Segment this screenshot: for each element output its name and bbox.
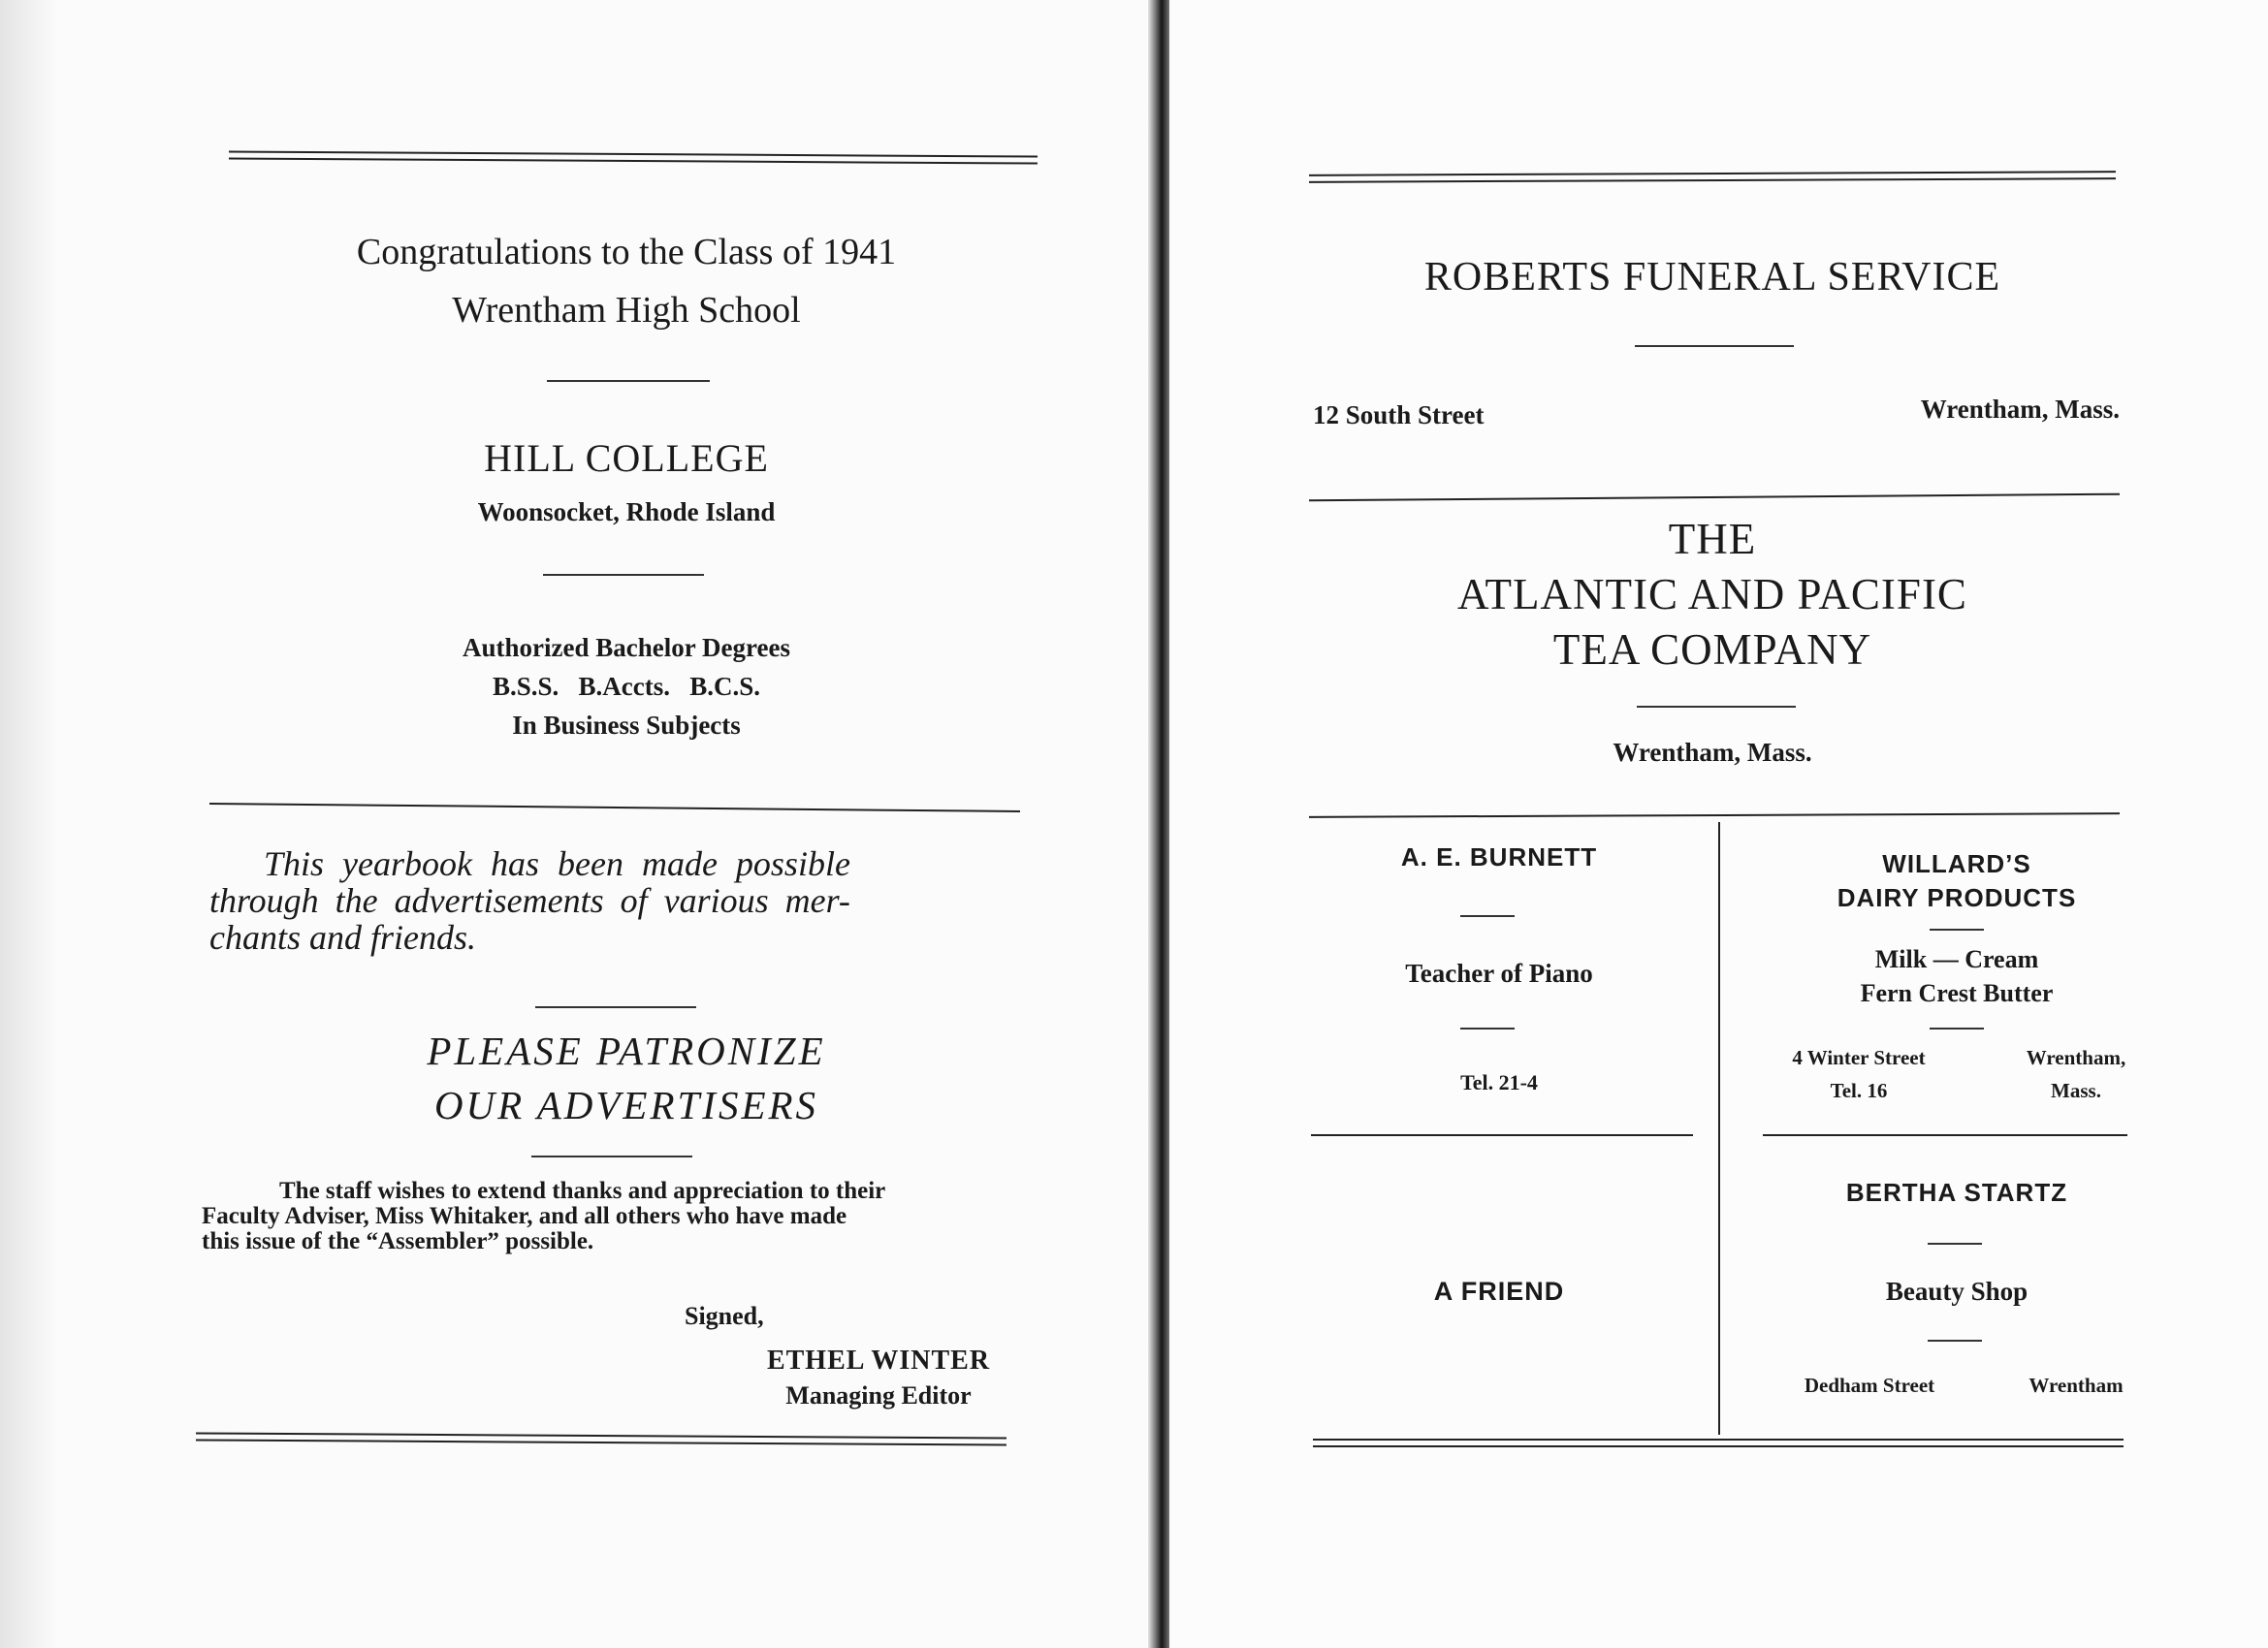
divider bbox=[1928, 1340, 1982, 1342]
willards-name-block bbox=[1753, 847, 2160, 915]
burnett-name: A. E. BURNETT bbox=[1400, 842, 1598, 872]
yearbook-note-line-2: through the advertisements of various mer- bbox=[209, 881, 850, 920]
yearbook-note-line-1: This yearbook has been made possible bbox=[264, 844, 850, 883]
degree-bss: B.S.S. bbox=[492, 672, 559, 701]
willards-town-1: Wrentham, bbox=[2026, 1046, 2126, 1069]
thanks-paragraph bbox=[202, 1179, 1036, 1254]
degree-baccts: B.Accts. bbox=[578, 672, 670, 701]
divider bbox=[1930, 929, 1984, 931]
hill-college-degrees bbox=[335, 628, 917, 745]
willards-address-block bbox=[1757, 1041, 1961, 1107]
divider bbox=[1928, 1243, 1982, 1245]
hill-college-location: Woonsocket, Rhode Island bbox=[477, 497, 776, 526]
degree-list bbox=[335, 667, 917, 706]
roberts-town: Wrentham, Mass. bbox=[1920, 395, 2120, 424]
degrees-line: Authorized Bachelor Degrees bbox=[463, 633, 790, 662]
cell-rule bbox=[1763, 1134, 2127, 1136]
divider bbox=[1637, 706, 1796, 708]
burnett-phone: Tel. 21-4 bbox=[1460, 1070, 1538, 1094]
thanks-line-1: The staff wishes to extend thanks and appreciation to their bbox=[279, 1178, 886, 1204]
atlantic-name-block bbox=[1325, 512, 2100, 678]
willards-product-2: Fern Crest Butter bbox=[1860, 979, 2054, 1007]
divider bbox=[1635, 345, 1794, 347]
patronize-line-2: OUR ADVERTISERS bbox=[433, 1083, 819, 1127]
startz-name: BERTHA STARTZ bbox=[1845, 1178, 2068, 1207]
degree-bcs: B.C.S. bbox=[689, 672, 761, 701]
hill-college-name: HILL COLLEGE bbox=[484, 436, 769, 480]
divider bbox=[547, 380, 710, 382]
patronize-line-1: PLEASE PATRONIZE bbox=[427, 1029, 826, 1073]
roberts-address: 12 South Street bbox=[1313, 400, 1485, 429]
right-page bbox=[1169, 0, 2268, 1648]
patronize-block bbox=[287, 1024, 966, 1132]
willards-phone: Tel. 16 bbox=[1830, 1079, 1888, 1102]
atlantic-line-2: ATLANTIC AND PACIFIC bbox=[1457, 570, 1967, 618]
divider bbox=[531, 1156, 692, 1157]
yearbook-note-line-3: chants and friends. bbox=[209, 918, 476, 957]
thanks-line-2: Faculty Adviser, Miss Whitaker, and all others who have made bbox=[202, 1203, 847, 1229]
atlantic-line-3: TEA COMPANY bbox=[1552, 625, 1872, 674]
willards-line-1: WILLARD’S bbox=[1882, 849, 2031, 878]
divider bbox=[535, 1006, 696, 1008]
willards-address: 4 Winter Street bbox=[1792, 1046, 1926, 1069]
section-rule bbox=[1309, 812, 2120, 818]
willards-line-2: DAIRY PRODUCTS bbox=[1837, 883, 2077, 912]
startz-address: Dedham Street bbox=[1804, 1374, 1935, 1397]
friend-name: A FRIEND bbox=[1433, 1277, 1565, 1306]
congrats-line-1: Congratulations to the Class of 1941 bbox=[356, 232, 897, 272]
top-double-rule bbox=[229, 150, 1038, 164]
startz-town: Wrentham bbox=[2028, 1374, 2124, 1397]
yearbook-note bbox=[209, 845, 1024, 956]
section-rule bbox=[1309, 493, 2120, 502]
column-divider bbox=[1718, 822, 1720, 1435]
congratulations-block bbox=[287, 223, 966, 339]
atlantic-town: Wrentham, Mass. bbox=[1613, 738, 1812, 767]
divider bbox=[1930, 1028, 1984, 1030]
congrats-line-2: Wrentham High School bbox=[452, 290, 801, 331]
divider bbox=[1460, 915, 1515, 917]
burnett-service: Teacher of Piano bbox=[1405, 959, 1593, 988]
atlantic-line-1: THE bbox=[1668, 515, 1757, 563]
subjects-line: In Business Subjects bbox=[512, 711, 741, 740]
willards-town-2: Mass. bbox=[2051, 1079, 2101, 1102]
section-rule bbox=[209, 803, 1020, 812]
cell-rule bbox=[1311, 1134, 1693, 1136]
editor-name: ETHEL WINTER bbox=[766, 1346, 991, 1376]
editor-title: Managing Editor bbox=[785, 1381, 972, 1410]
divider bbox=[543, 574, 704, 576]
divider bbox=[1460, 1028, 1515, 1030]
willards-products bbox=[1753, 942, 2160, 1010]
thanks-line-3: this issue of the “Assembler” possible. bbox=[202, 1228, 594, 1254]
willards-town-block bbox=[1994, 1041, 2158, 1107]
page-edge-shadow bbox=[0, 0, 58, 1648]
signed-label: Signed, bbox=[685, 1302, 764, 1330]
willards-product-1: Milk — Cream bbox=[1874, 945, 2039, 973]
startz-service: Beauty Shop bbox=[1885, 1277, 2028, 1306]
bottom-double-rule bbox=[1313, 1439, 2124, 1447]
roberts-name: ROBERTS FUNERAL SERVICE bbox=[1423, 255, 2001, 300]
top-double-rule bbox=[1309, 171, 2116, 183]
bottom-double-rule bbox=[196, 1432, 1006, 1445]
